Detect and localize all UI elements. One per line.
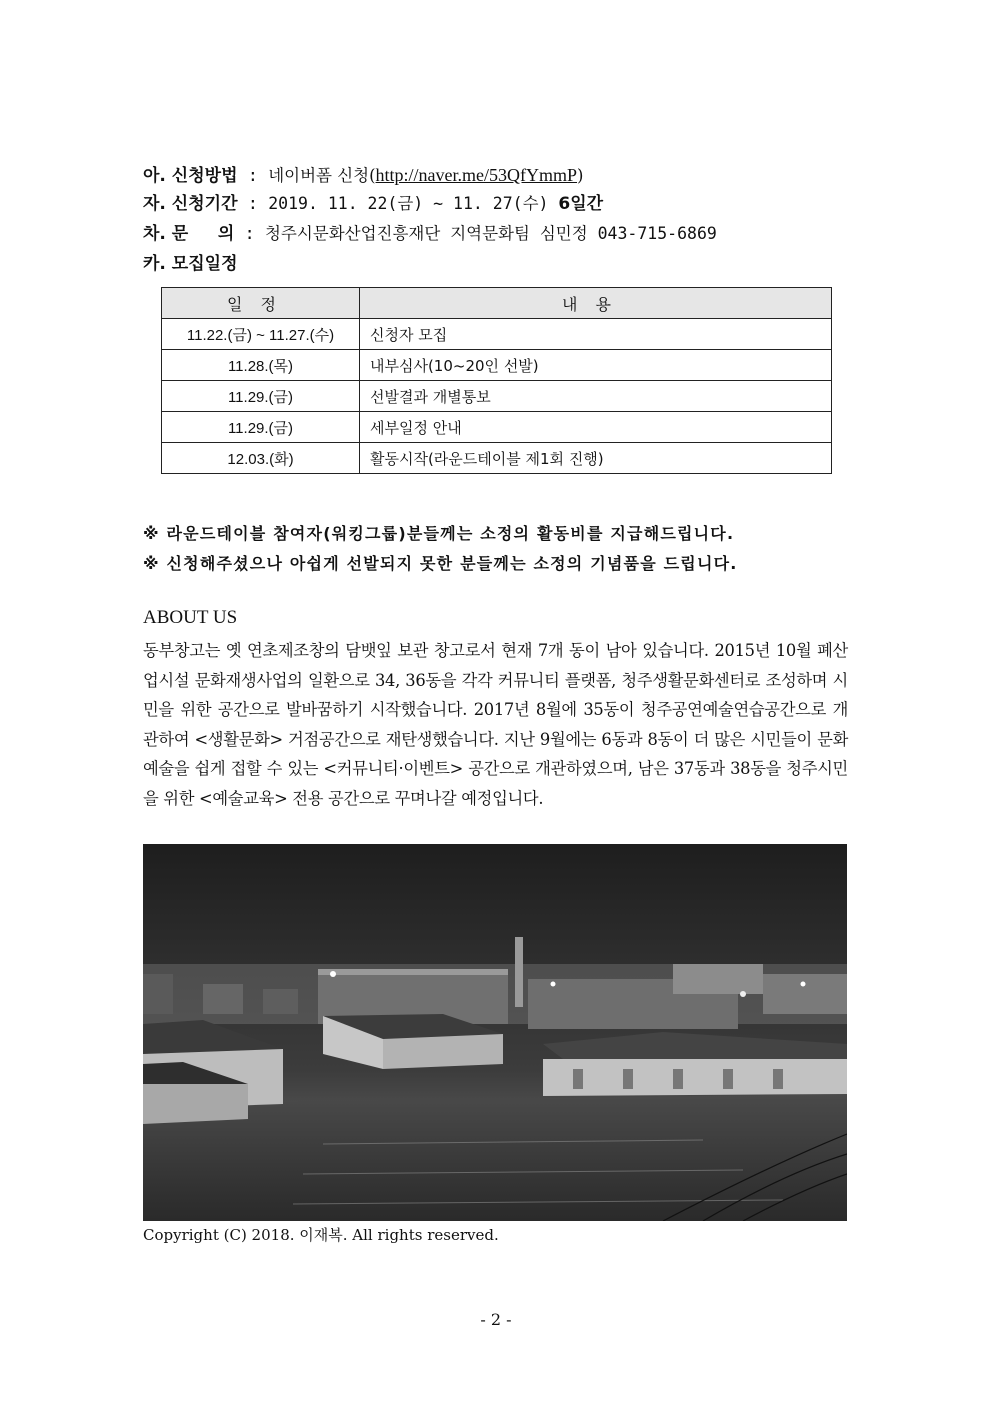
table-header-row [162,288,832,319]
row-content: 활동시작(라운드테이블 제1회 진행) [360,443,832,474]
row-date: 11.22.(금) ~ 11.27.(수) [162,319,360,350]
photo-caption: Copyright (C) 2018. 이재복. All rights reserved. [143,1226,499,1244]
info-value: 2019. 11. 22(금) ~ 11. 27(수) [268,194,559,213]
warehouse-night-illustration [143,844,847,1221]
info-apply-method [143,163,583,188]
info-separator: : [237,166,269,186]
info-label: 카. 모집일정 [143,254,238,274]
table-row [162,350,832,381]
table-row [162,381,832,412]
dongbu-warehouse-photo [143,844,847,1221]
table-row [162,412,832,443]
row-date: 11.28.(목) [162,350,360,381]
notice-souvenir: ※ 신청해주셨으나 아쉽게 선발되지 못한 분들께는 소정의 기념품을 드립니다. [143,554,738,573]
row-content: 세부일정 안내 [360,412,832,443]
about-body: 동부창고는 옛 연초제조창의 담뱃잎 보관 창고로서 현재 7개 동이 남아 있습니다. 2015년 10월 폐산업시설 문화재생사업의 일환으로 34, 36동을 각각 커뮤니티 플랫폼, 청주생활문화센터로 조성하며 시민을 위한 공간으로 발바꿈하기 시작했습니다. 2017년 8월에 35동이 청주공연예술연습공간으로 개관하여 <생활문화> 거점공간으로 재탄생했습니다. 지난 9월에는 6동과 8동이 더 많은 시민들이 문화예술을 쉽게 접할 수 있는 <커뮤니티·이벤트> 공간으로 개관하였으며, 남은 37동과 38동을 청주시민을 위한 <예술교육> 전용 공간으로 꾸며나갈 예정입니다. [143,641,848,808]
row-date: 11.29.(금) [162,412,360,443]
info-label: 자. 신청기간 [143,194,238,214]
apply-form-link[interactable]: http://naver.me/53QfYmmP [375,165,578,185]
header-content: 내용 [360,288,832,319]
info-schedule-heading [143,252,238,276]
info-value: 청주시문화산업진흥재단 지역문화팀 심민정 043-715-6869 [264,224,717,243]
table-row [162,319,832,350]
info-label: 차. 문 의 [143,224,235,244]
info-strong: 6일간 [558,194,604,214]
row-content: 선발결과 개별통보 [360,381,832,412]
row-date: 11.29.(금) [162,381,360,412]
info-apply-period [143,192,603,216]
info-separator: : [234,224,265,244]
row-content: 신청자 모집 [360,319,832,350]
header-date: 일정 [162,288,360,319]
info-value: 네이버폼 신청( [268,166,376,185]
info-value-tail: ) [577,166,584,185]
notice-activity-fee: ※ 라운드테이블 참여자(워킹그룹)분들께는 소정의 활동비를 지급해드립니다. [143,524,735,543]
row-content: 내부심사(10~20인 선발) [360,350,832,381]
row-date: 12.03.(화) [162,443,360,474]
table-row [162,443,832,474]
about-title: ABOUT US [143,607,238,628]
info-separator: : [237,194,269,214]
info-contact [143,222,717,246]
page-number: - 2 - [480,1310,512,1329]
info-label: 아. 신청방법 [143,166,238,186]
schedule-table [161,287,832,474]
